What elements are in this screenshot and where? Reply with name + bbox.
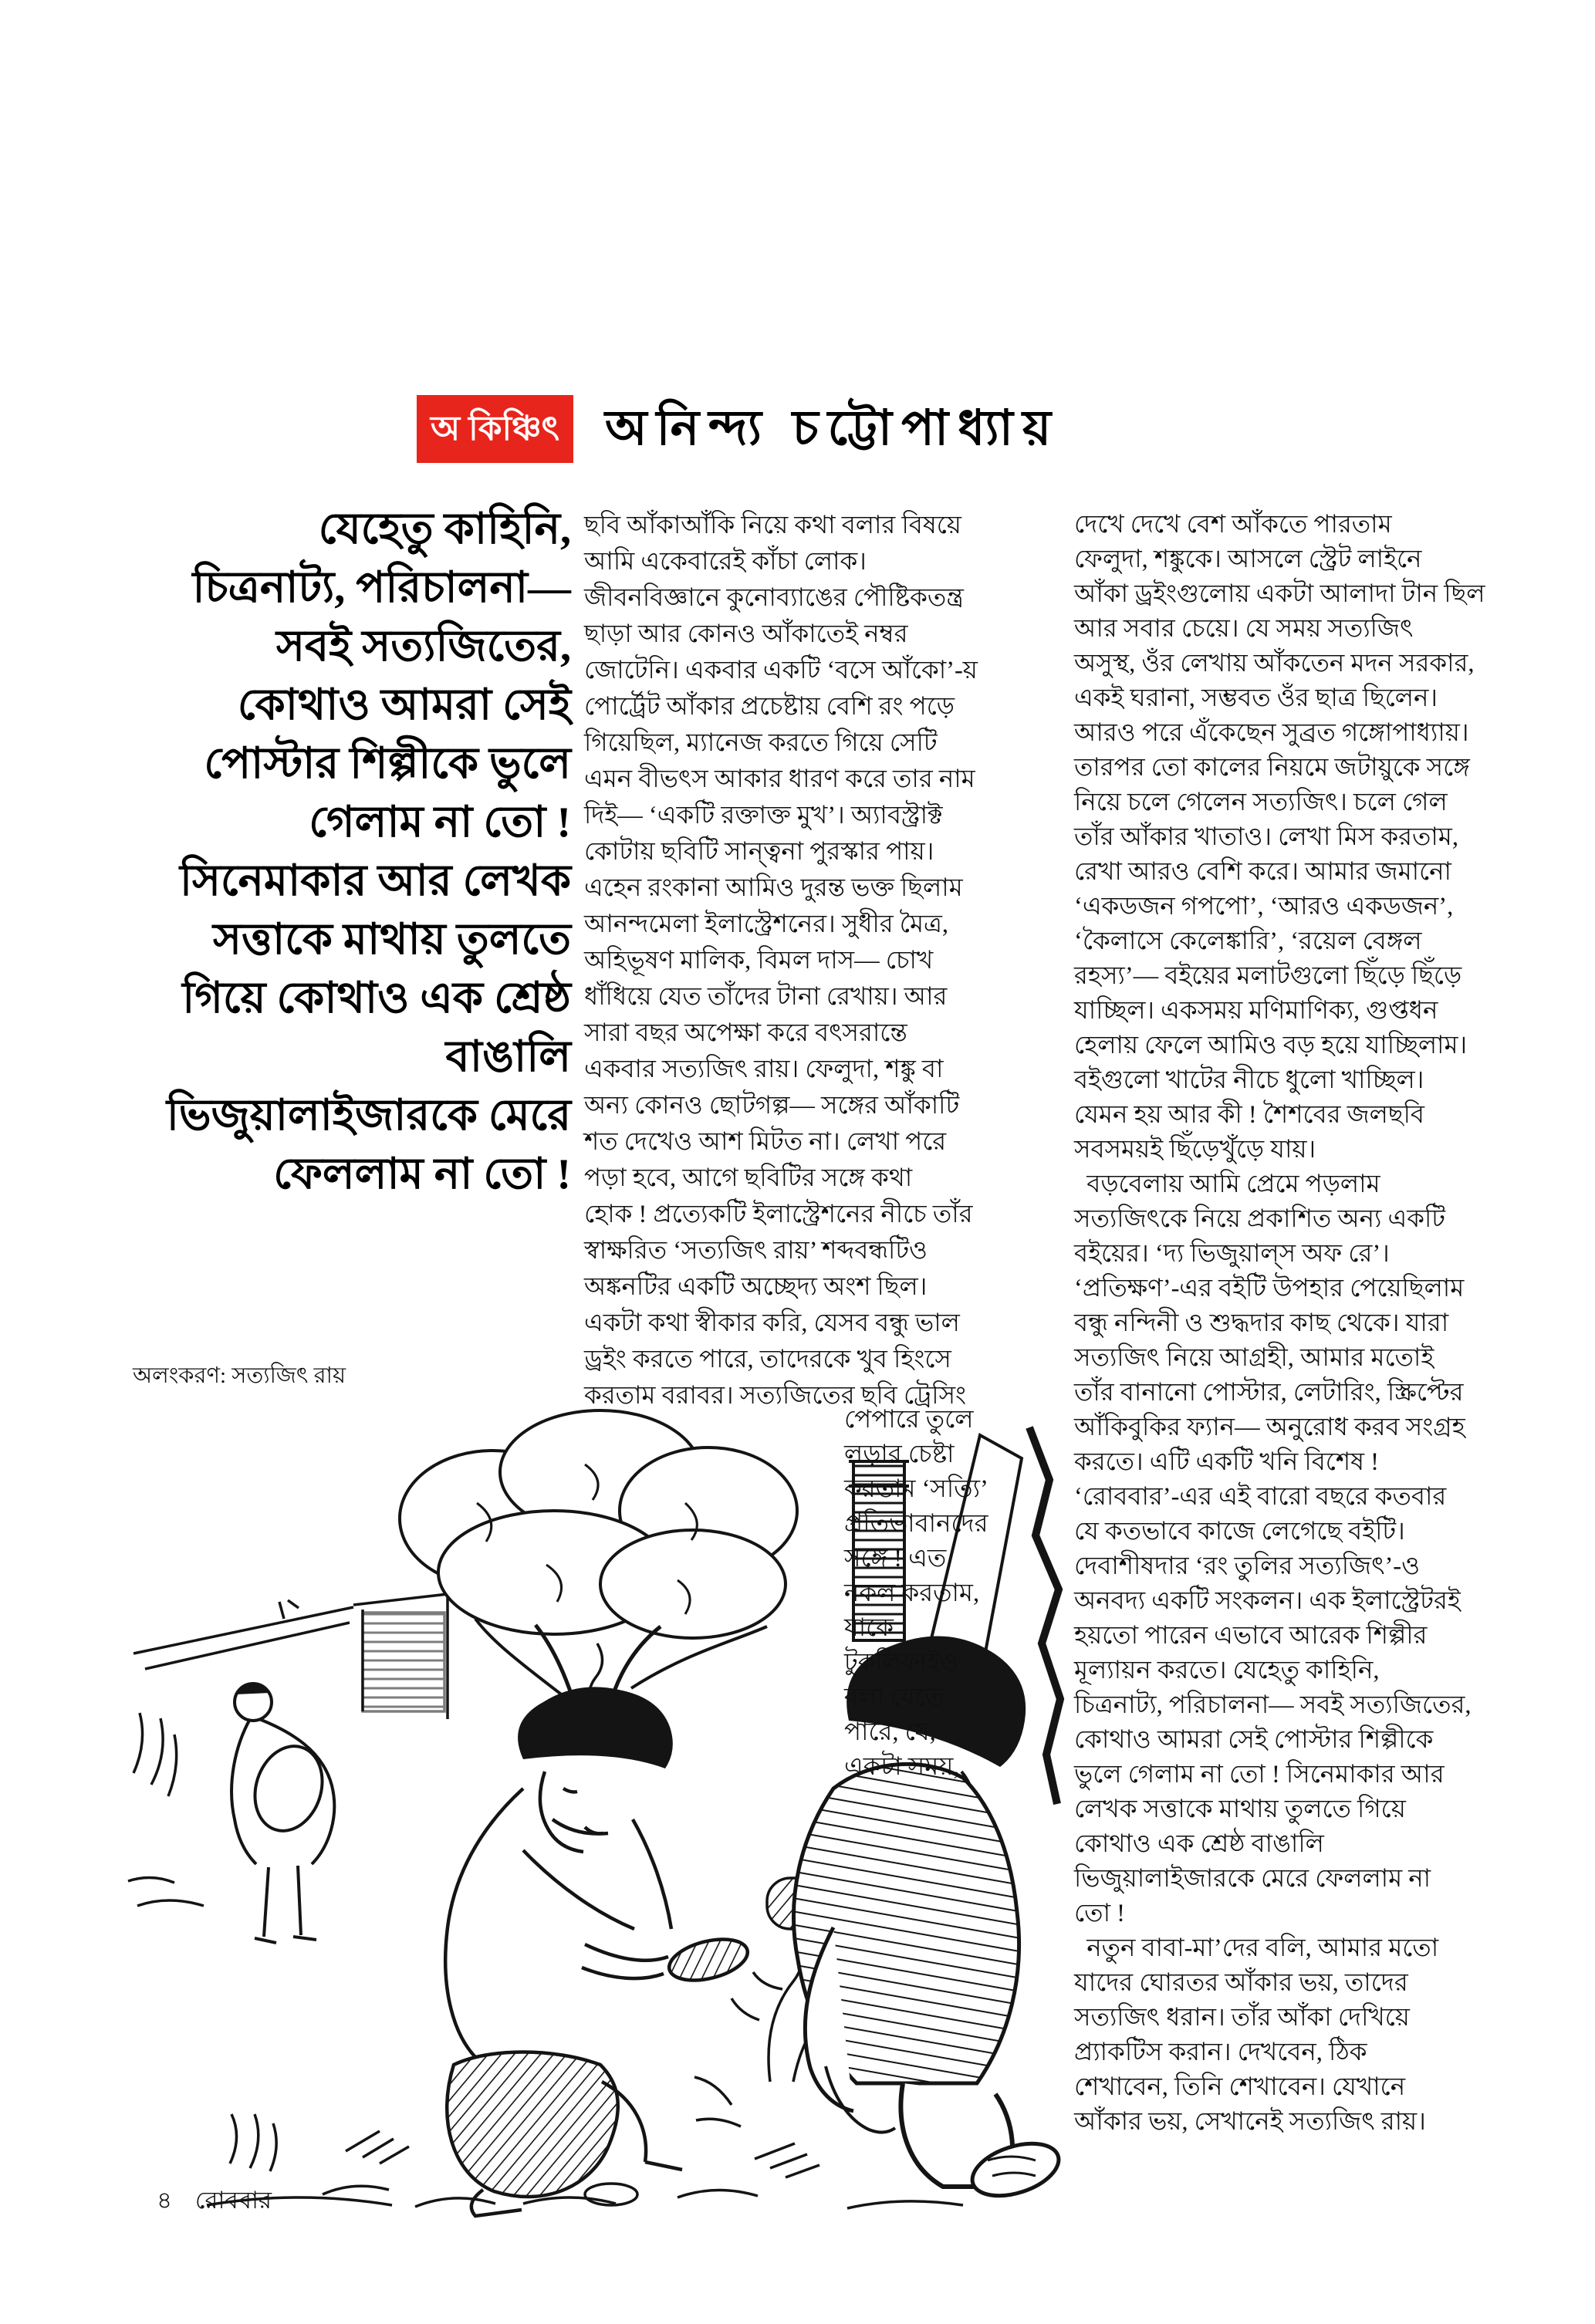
text-line: গিয়ে কোথাও এক শ্রেষ্ঠ bbox=[182, 975, 571, 1022]
text-line: বইয়ের। ‘দ্য ভিজুয়াল্‌স অফ রে’। bbox=[1074, 1240, 1390, 1268]
text-line: আমি একেবারেই কাঁচা লোক। bbox=[584, 548, 867, 576]
text-line: নিয়ে চলে গেলেন সত্যজিৎ। চলে গেল bbox=[1074, 789, 1448, 816]
text-line: যেহেতু কাহিনি, bbox=[318, 505, 571, 553]
text-line: কোথাও এক শ্রেষ্ঠ বাঙালি bbox=[1074, 1830, 1324, 1858]
text-line: তাঁর বানানো পোস্টার, লেটারিং, স্ক্রিপ্টের bbox=[1074, 1379, 1464, 1407]
text-line: দিই— ‘একটি রক্তাক্ত মুখ’। অ্যাবস্ট্রাক্ট bbox=[584, 802, 943, 829]
text-line: একটা সময়, bbox=[844, 1753, 960, 1781]
pull-quote bbox=[128, 500, 571, 1204]
text-line: একটা কথা স্বীকার করি, যেসব বন্ধু ভাল bbox=[584, 1309, 960, 1337]
left-boy-figure bbox=[445, 1687, 752, 2216]
text-line: রহস্য’— বইয়ের মলাটগুলো ছিঁড়ে ছিঁড়ে bbox=[1074, 962, 1462, 990]
text-line: এহেন রংকানা আমিও দুরন্ত ভক্ত ছিলাম bbox=[584, 874, 963, 902]
text-line: সত্তাকে মাথায় তুলতে bbox=[212, 916, 571, 964]
text-line: তারপর তো কালের নিয়মে জটায়ুকে সঙ্গে bbox=[1074, 754, 1470, 782]
text-line: যাচ্ছিল। একসময় মণিমাণিক্য, গুপ্তধন bbox=[1074, 997, 1438, 1025]
text-line: রেখা আরও বেশি করে। আমার জমানো bbox=[1074, 858, 1451, 886]
text-line: নকল করতাম, bbox=[844, 1579, 980, 1607]
text-line: গিয়েছিল, ম্যানেজ করতে গিয়ে সেটি bbox=[584, 729, 938, 757]
text-line: সত্যজিৎকে নিয়ে প্রকাশিত অন্য একটি bbox=[1074, 1205, 1445, 1233]
text-line: করতাম ‘সত্যি’ bbox=[844, 1475, 988, 1503]
text-line: আঁকিবুকির ফ্যান— অনুরোধ করব সংগ্রহ bbox=[1074, 1414, 1465, 1441]
text-line: বন্ধু নন্দিনী ও শুদ্ধদার কাছ থেকে। যারা bbox=[1074, 1309, 1449, 1337]
author-title: অনিন্দ্য চট্টোপাধ্যায় bbox=[605, 401, 1061, 455]
text-line: লেখক সত্তাকে মাথায় তুলতে গিয়ে bbox=[1074, 1795, 1406, 1823]
text-line: ছবি আঁকাআঁকি নিয়ে কথা বলার বিষয়ে bbox=[584, 512, 961, 539]
text-line: অন্য কোনও ছোটগল্প— সঙ্গের আঁকাটি bbox=[584, 1092, 960, 1120]
text-line: হোক ! প্রত্যেকটি ইলাস্ট্রেশনের নীচে তাঁর bbox=[584, 1201, 973, 1228]
text-line: পোস্টার শিল্পীকে ভুলে bbox=[204, 740, 571, 788]
text-line: পড়া হবে, আগে ছবিটির সঙ্গে কথা bbox=[584, 1164, 913, 1192]
text-line: প্রতিভাবানদের bbox=[844, 1510, 988, 1538]
text-line: সঙ্গে ! এত bbox=[844, 1545, 947, 1572]
text-line: বড়বেলায় আমি প্রেমে পড়লাম bbox=[1074, 1170, 1380, 1198]
text-line: আনন্দমেলা ইলাস্ট্রেশনের। সুধীর মৈত্র, bbox=[584, 910, 948, 938]
text-line: কোথাও আমরা সেই পোস্টার শিল্পীকে bbox=[1074, 1726, 1434, 1754]
text-line: বাঙালি bbox=[445, 1033, 571, 1081]
text-line: অহিভূষণ মালিক, বিমল দাস— চোখ bbox=[584, 947, 934, 975]
text-line: ‘রোববার’-এর এই বারো বছরে কতবার bbox=[1074, 1483, 1447, 1511]
text-line: আর সবার চেয়ে। যে সময় সত্যজিৎ bbox=[1074, 615, 1414, 643]
text-line: সারা বছর অপেক্ষা করে বৎসরান্তে bbox=[584, 1019, 907, 1047]
background-figure bbox=[231, 1683, 334, 1943]
text-line: গেলাম না তো ! bbox=[309, 799, 571, 846]
text-line: ‘কৈলাসে কেলেঙ্কারি’, ‘রয়েল বেঙ্গল bbox=[1074, 927, 1422, 955]
text-line: বইগুলো খাটের নীচে ধুলো খাচ্ছিল। bbox=[1074, 1066, 1424, 1094]
text-line: সবই সত্যজিতের, bbox=[276, 623, 571, 671]
text-line: হেলায় ফেলে আমিও বড় হয়ে যাচ্ছিলাম। bbox=[1074, 1032, 1468, 1059]
text-line: একই ঘরানা, সম্ভবত ওঁর ছাত্র ছিলেন। bbox=[1074, 684, 1438, 712]
text-line: পারে, যে, bbox=[844, 1718, 936, 1746]
text-line: মূল্যায়ন করতে। যেহেতু কাহিনি, bbox=[1074, 1657, 1380, 1684]
text-line: ফেলুদা, শঙ্কুকে। আসলে স্ট্রেট লাইনে bbox=[1074, 546, 1422, 573]
kicker-badge bbox=[417, 395, 573, 463]
text-line: একবার সত্যজিৎ রায়। ফেলুদা, শঙ্কু বা bbox=[584, 1056, 944, 1083]
text-line: যেমন হয় আর কী ! শৈশবের জলছবি bbox=[1074, 1101, 1424, 1129]
text-line: যে কতভাবে কাজে লেগেছে বইটি। bbox=[1074, 1518, 1405, 1545]
text-line: দেখে দেখে বেশ আঁকতে পারতাম bbox=[1074, 511, 1392, 539]
footer-magazine-name: রোববার bbox=[194, 2187, 272, 2214]
text-line: ধাঁধিয়ে যেত তাঁদের টানা রেখায়। আর bbox=[584, 983, 948, 1011]
text-line: এমন বীভৎস আকার ধারণ করে তার নাম bbox=[584, 765, 975, 793]
text-line: অনবদ্য একটি সংকলন। এক ইলাস্ট্রেটরই bbox=[1074, 1587, 1461, 1615]
text-line: ‘একডজন গপপো’, ‘আরও একডজন’, bbox=[1074, 893, 1454, 920]
text-line: ড্রইং করতে পারে, তাদেরকে খুব হিংসে bbox=[584, 1346, 951, 1373]
text-line: লড়ার চেষ্টা bbox=[844, 1441, 955, 1468]
text-line: ‘প্রতিক্ষণ’-এর বইটি উপহার পেয়েছিলাম bbox=[1074, 1275, 1465, 1302]
text-line: সত্যজিৎ ধরান। তাঁর আঁকা দেখিয়ে bbox=[1074, 2004, 1410, 2032]
text-line: ভিজুয়ালাইজারকে মেরে bbox=[166, 1092, 571, 1140]
text-line: কোটায় ছবিটি সান্ত্বনা পুরস্কার পায়। bbox=[584, 838, 934, 866]
text-line: অঙ্কনটির একটি অচ্ছেদ্য অংশ ছিল। bbox=[584, 1273, 928, 1301]
text-line: অসুস্থ, ওঁর লেখায় আঁকতেন মদন সরকার, bbox=[1074, 650, 1475, 677]
text-line: স্বাক্ষরিত ‘সত্যজিৎ রায়’ শব্দবন্ধটিও bbox=[584, 1237, 928, 1265]
text-line: ভিজুয়ালাইজারকে মেরে ফেললাম না bbox=[1074, 1865, 1431, 1893]
text-line: সত্যজিৎ নিয়ে আগ্রহী, আমার মতোই bbox=[1074, 1344, 1434, 1372]
text-line: জোটেনি। একবার একটি ‘বসে আঁকো’-য় bbox=[584, 657, 978, 684]
text-line: পেপারে তুলে bbox=[844, 1406, 974, 1434]
text-line: জীবনবিজ্ঞানে কুনোব্যাঙের পৌষ্টিকতন্ত্র bbox=[584, 584, 964, 612]
text-line: আরও পরে এঁকেছেন সুব্রত গঙ্গোপাধ্যায়। bbox=[1074, 719, 1469, 747]
text-line: তাঁর আঁকার খাতাও। লেখা মিস করতাম, bbox=[1074, 823, 1458, 851]
text-line: চিত্রনাট্য, পরিচালনা— সবই সত্যজিতের, bbox=[1074, 1691, 1472, 1719]
text-line: টুকলিফাইও bbox=[844, 1649, 958, 1677]
text-line: হয়তো পারেন এভাবে আরেক শিল্পীর bbox=[1074, 1622, 1428, 1650]
text-line: নতুন বাবা-মা’দের বলি, আমার মতো bbox=[1074, 1934, 1439, 1962]
body-column-middle bbox=[584, 508, 1041, 1414]
text-line: ফেললাম না তো ! bbox=[273, 1150, 571, 1198]
text-line: সিনেমাকার আর লেখক bbox=[179, 857, 571, 905]
text-line: পোর্ট্রেট আঁকার প্রচেষ্টায় বেশি রং পড়ে bbox=[584, 693, 955, 721]
text-line: প্র্যাকটিস করান। দেখবেন, ঠিক bbox=[1074, 2039, 1367, 2066]
text-line: কোথাও আমরা সেই bbox=[237, 681, 571, 729]
text-line: ভুলে গেলাম না তো ! সিনেমাকার আর bbox=[1074, 1761, 1445, 1789]
text-line: ছাড়া আর কোনও আঁকাতেই নম্বর bbox=[584, 620, 908, 648]
text-line: যাদের ঘোরতর আঁকার ভয়, তাদের bbox=[1074, 1969, 1408, 1997]
text-line: শত দেখেও আশ মিটত না। লেখা পরে bbox=[584, 1128, 947, 1156]
body-column-middle-wrap bbox=[844, 1403, 1043, 1785]
text-line: বলা যেতে bbox=[844, 1684, 944, 1711]
footer-page-number: ৪ bbox=[157, 2187, 173, 2214]
text-line: তো ! bbox=[1074, 1900, 1125, 1927]
text-line: সবসময়ই ছিঁড়েখুঁড়ে যায়। bbox=[1074, 1136, 1316, 1164]
text-line: আঁকার ভয়, সেখানেই সত্যজিৎ রায়। bbox=[1074, 2108, 1426, 2136]
text-line: চিত্রনাট্য, পরিচালনা— bbox=[192, 564, 571, 612]
text-line: দেবাশীষদার ‘রং তুলির সত্যজিৎ’-ও bbox=[1074, 1552, 1421, 1580]
illustration-caption: অলংকরণ: সত্যজিৎ রায় bbox=[133, 1363, 346, 1388]
text-line: করতাম বরাবর। সত্যজিতের ছবি ট্রেসিং bbox=[584, 1382, 967, 1410]
body-column-right bbox=[1074, 508, 1537, 2140]
text-line: করতে। এটি একটি খনি বিশেষ ! bbox=[1074, 1448, 1379, 1476]
kicker-badge-label: অ কিঞ্চিৎ bbox=[431, 410, 560, 448]
text-line: শেখাবেন, তিনি শেখাবেন। যেখানে bbox=[1074, 2073, 1406, 2101]
text-line: আঁকা ড্রইংগুলোয় একটা আলাদা টান ছিল bbox=[1074, 580, 1485, 608]
text-line: যাকে bbox=[844, 1614, 894, 1642]
